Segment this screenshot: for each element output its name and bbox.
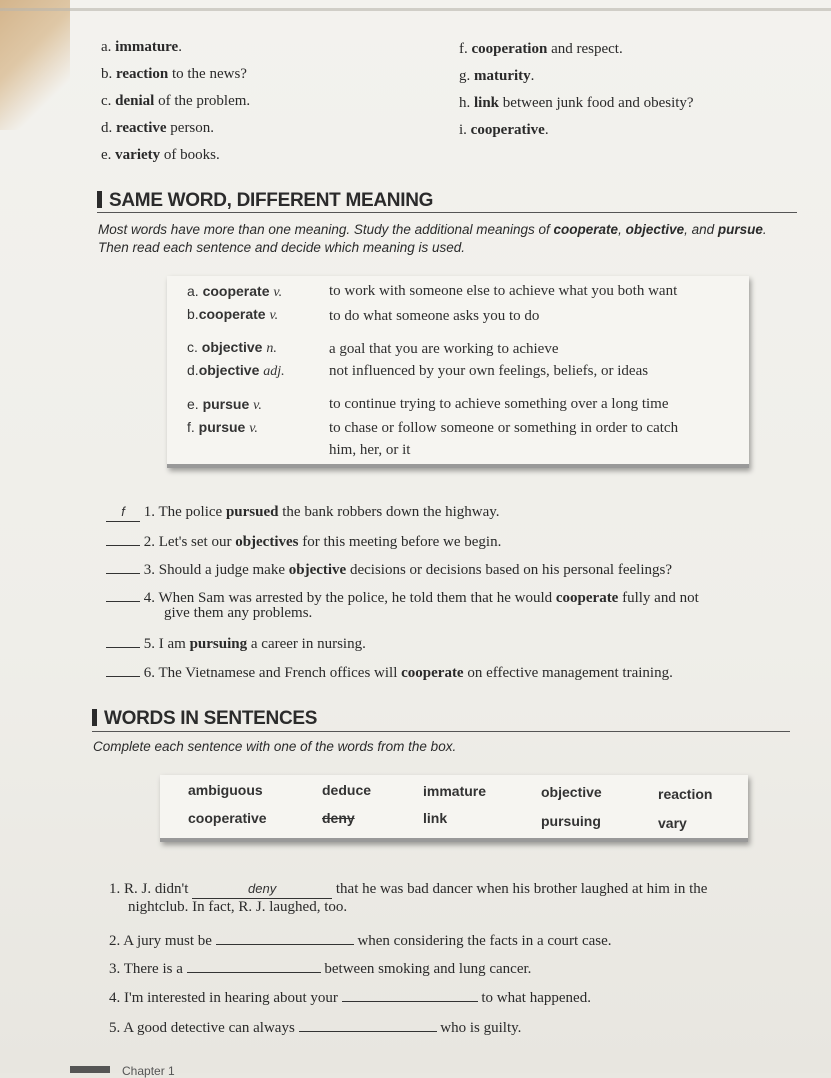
section-heading-words-in-sentences: WORDS IN SENTENCES [92,708,317,730]
option-i: i. cooperative. [459,122,549,138]
ex2-item-1: 1. R. J. didn't deny that he was bad dancer when his brother laughed at him in the [109,881,708,897]
ex2-answer-field-5[interactable] [299,1017,437,1032]
word-box-item: objective [541,784,602,800]
ex2-answer-field-3[interactable] [187,958,321,973]
ex1-item-1: f 1. The police pursued the bank robbers down the highway. [106,504,500,522]
option-b: b. reaction to the news? [101,66,247,82]
ex2-item-2: 2. A jury must be when considering the facts in a court case. [109,930,612,950]
def-text-e: to continue trying to achieve something over a long time [329,396,669,412]
def-word-a: a. cooperate v. [187,283,283,300]
option-g: g. maturity. [459,68,535,84]
option-a: a. immature. [101,39,182,55]
word-box-item: immature [423,783,487,799]
word-box-item: link [423,810,448,826]
def-text-f: to chase or follow someone or something in order to catch [329,420,679,436]
ex1-answer-field-6[interactable] [106,662,140,677]
ex2-answer-field-4[interactable] [342,987,478,1002]
option-d: d. reactive person. [101,120,215,136]
word-box-item: cooperative [188,810,267,826]
ex1-item-4: 4. When Sam was arrested by the police, he told them that he would cooperate fully and not [106,587,699,607]
ex1-answer-field-2[interactable] [106,531,140,546]
def-word-f: f. pursue v. [187,419,258,436]
def-word-d: d.objective adj. [187,362,285,379]
ex1-answer-field-4[interactable] [106,587,140,602]
word-box-item-crossed: deny [322,810,355,826]
ex2-item-3: 3. There is a between smoking and lung cancer. [109,958,531,978]
ex2-answer-field-1[interactable]: deny [192,881,332,899]
ex1-answer-field-5[interactable] [106,633,140,648]
ex1-item-4-line2: give them any problems. [164,605,313,621]
ex2-item-1-line2: nightclub. In fact, R. J. laughed, too. [128,899,348,915]
def-word-b: b.cooperate v. [187,306,279,323]
top-edge-line [0,8,831,11]
heading-bar [97,191,102,208]
heading-rule [97,212,797,213]
def-word-e: e. pursue v. [187,396,262,413]
def-text-f-line2: him, her, or it [329,442,411,458]
footer-page-tab [70,1066,110,1073]
footer-chapter-label: Chapter 1 [122,1064,175,1078]
paper-corner-shadow [0,0,70,130]
word-box-item: reaction [658,786,713,802]
word-box-item: pursuing [541,813,601,829]
ex1-item-3: 3. Should a judge make objective decisions or decisions based on his personal feelings? [106,559,672,579]
def-word-c: c. objective n. [187,339,277,356]
ex2-item-4: 4. I'm interested in hearing about your to what happened. [109,987,591,1007]
section2-instructions: Complete each sentence with one of the words from the box. [93,739,457,754]
heading-rule [92,731,790,732]
heading-bar [92,709,97,726]
ex2-answer-field-2[interactable] [216,930,354,945]
ex1-item-2: 2. Let's set our objectives for this meeting before we begin. [106,531,501,551]
ex1-answer-field-3[interactable] [106,559,140,574]
section1-instructions: Most words have more than one meaning. Study the additional meanings of cooperate, objective, and pursue. Then read each sentence and decide which meaning is used. [98,222,767,255]
ex1-answer-field-1[interactable]: f [106,504,140,522]
def-text-c: a goal that you are working to achieve [329,341,559,357]
section-heading-same-word: SAME WORD, DIFFERENT MEANING [97,190,433,212]
option-f: f. cooperation and respect. [459,41,623,57]
def-text-d: not influenced by your own feelings, beliefs, or ideas [329,363,649,379]
ex1-item-6: 6. The Vietnamese and French offices will cooperate on effective management training. [106,662,673,682]
word-box-item: vary [658,815,687,831]
option-c: c. denial of the problem. [101,93,251,109]
word-box-item: deduce [322,782,372,798]
def-text-b: to do what someone asks you to do [329,308,540,324]
option-e: e. variety of books. [101,147,220,163]
option-h: h. link between junk food and obesity? [459,95,694,111]
def-text-a: to work with someone else to achieve what you both want [329,283,678,299]
ex2-item-5: 5. A good detective can always who is guilty. [109,1017,521,1037]
word-box-item: ambiguous [188,782,263,798]
ex1-item-5: 5. I am pursuing a career in nursing. [106,633,366,653]
